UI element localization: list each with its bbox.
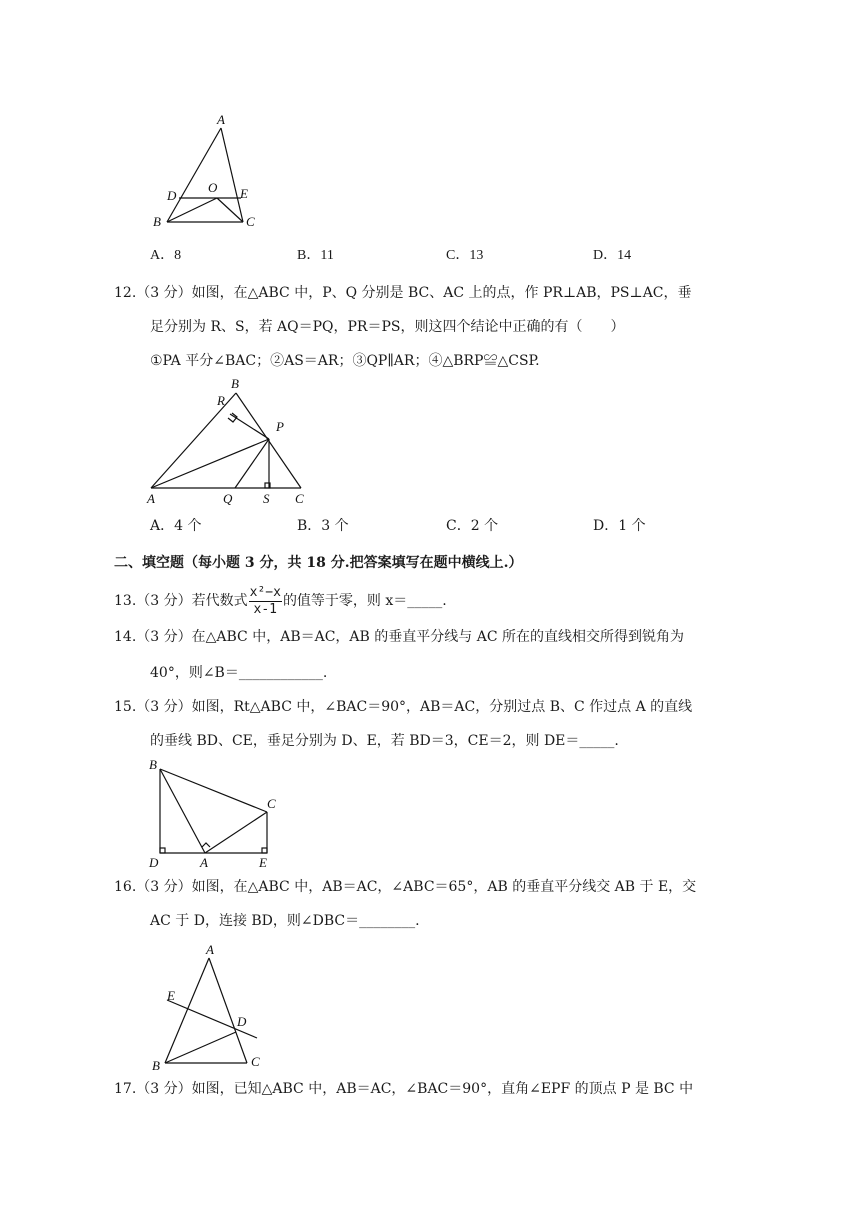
q12-label-c: C [295,491,304,506]
q12-option-c: C．2 个 [446,518,499,534]
q16-label-b: B [152,1058,160,1073]
q12-figure [145,375,315,510]
q12-option-b: B．3 个 [297,518,349,534]
q12-label-q: Q [223,491,233,506]
q16-label-a: A [206,942,214,957]
q11-label-d: D [167,188,177,203]
q16-label-e: E [167,988,175,1003]
q12-text-line3: ①PA 平分∠BAC；②AS＝AR；③QP∥AR；④△BRP≌△CSP. [150,353,540,369]
q13-text [114,583,447,619]
q12-label-r: R [217,393,225,408]
q16-text-line2: AC 于 D，连接 BD，则∠DBC＝________. [150,913,420,929]
q11-option-a: A．8 [150,248,182,263]
q13-denominator: x-1 [253,601,278,617]
q12-option-d: D．1 个 [593,518,646,534]
q15-text-line2: 的垂线 BD、CE，垂足分别为 D、E，若 BD＝3，CE＝2，则 DE＝_____. [150,733,619,749]
q17-text-line1: 17.（3 分）如图，已知△ABC 中，AB＝AC，∠BAC＝90°，直角∠EPF 的顶点 P 是 BC 中 [114,1081,694,1097]
q15-label-e: E [259,855,267,870]
q15-figure [145,755,285,870]
q12-label-b: B [231,376,239,391]
q14-text-line1: 14.（3 分）在△ABC 中，AB＝AC，AB 的垂直平分线与 AC 所在的直线相交所得到锐角为 [114,629,684,645]
q13-numerator: x²−x [249,584,281,600]
q13-suffix: 的值等于零，则 x＝_____. [282,593,447,609]
q11-option-c: C．13 [446,248,484,263]
q11-option-d: D．14 [593,248,632,263]
q16-figure [145,938,265,1073]
q11-label-c: C [246,214,255,229]
q11-option-b: B．11 [297,248,334,263]
q11-label-a: A [217,112,225,127]
q11-label-b: B [153,214,161,229]
section2-heading: 二、填空题（每小题 3 分，共 18 分.把答案填写在题中横线上.） [114,555,523,571]
q15-label-a: A [200,855,208,870]
q13-fraction [249,585,282,618]
q12-option-a: A．4 个 [150,518,202,534]
q11-label-e: E [240,186,248,201]
q16-label-c: C [251,1054,260,1069]
q14-text-line2: 40°，则∠B＝____________. [150,665,328,681]
q13-prefix: 13.（3 分）若代数式 [114,593,248,609]
q12-text-line2: 足分别为 R、S，若 AQ＝PQ，PR＝PS，则这四个结论中正确的有（ ） [150,319,625,335]
q16-text-line1: 16.（3 分）如图，在△ABC 中，AB＝AC，∠ABC＝65°，AB 的垂直平分线交 AB 于 E，交 [114,879,697,895]
q16-label-d: D [237,1014,247,1029]
q15-label-d: D [149,855,159,870]
q12-label-s: S [263,491,270,506]
q11-label-o: O [208,180,218,195]
q12-label-p: P [276,419,284,434]
q11-figure [145,112,270,232]
q12-text-line1: 12.（3 分）如图，在△ABC 中，P、Q 分别是 BC、AC 上的点，作 PR⊥AB，PS⊥AC，垂 [114,285,692,301]
q15-label-b: B [149,757,157,772]
q12-label-a: A [147,491,155,506]
q15-text-line1: 15.（3 分）如图，Rt△ABC 中，∠BAC＝90°，AB＝AC，分别过点 B、C 作过点 A 的直线 [114,699,693,715]
q15-label-c: C [267,796,276,811]
